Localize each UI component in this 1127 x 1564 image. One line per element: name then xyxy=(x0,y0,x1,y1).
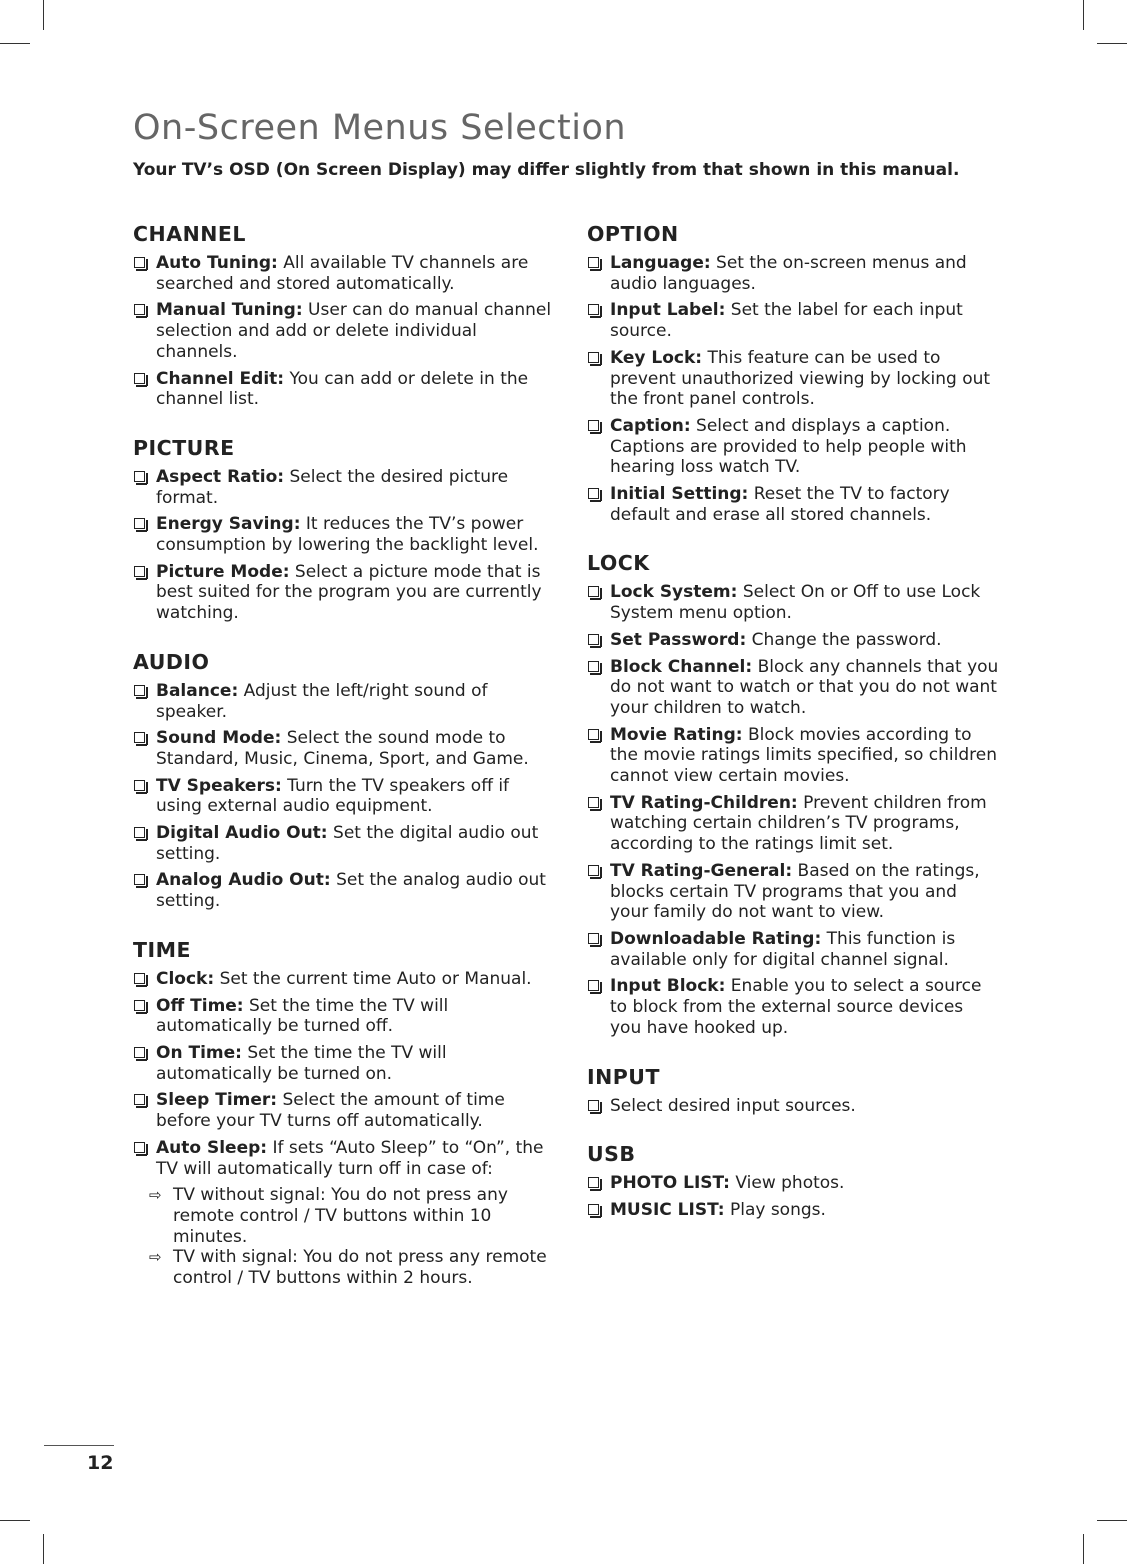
section-title: OPTION xyxy=(587,222,679,246)
menu-section-option xyxy=(587,222,999,525)
menu-item-description: Set the digital audio out setting. xyxy=(156,823,539,864)
menu-item-description: Select the sound mode to Standard, Music, Cinema, Sport, and Game. xyxy=(156,728,529,769)
checkbox-icon xyxy=(588,420,599,431)
menu-section-audio xyxy=(133,650,558,912)
menu-item xyxy=(133,681,558,722)
menu-item-description: Enable you to select a source to block from the external source devices you have hooked up. xyxy=(610,976,982,1038)
menu-item xyxy=(133,300,558,362)
menu-item-description: This function is available only for digital channel signal. xyxy=(610,928,956,970)
menu-item-description: Select desired input sources. xyxy=(610,1095,856,1116)
section-title: PICTURE xyxy=(133,435,235,460)
menu-item xyxy=(587,1173,999,1194)
sub-item-text: TV without signal: You do not press any remote control / TV buttons within 10 minutes. xyxy=(173,1185,508,1247)
menu-item-description: Play songs. xyxy=(724,1199,826,1220)
menu-item-description: Reset the TV to factory default and erase all stored channels. xyxy=(610,484,950,525)
menu-item-description: Select the desired picture format. xyxy=(156,466,509,508)
crop-mark xyxy=(0,43,30,44)
menu-item-label: Channel Edit: xyxy=(156,368,285,389)
menu-item-label: Auto Tuning: xyxy=(156,253,278,273)
menu-item-description: Prevent children from watching certain children’s TV programs, according to the ratings limit set. xyxy=(610,792,987,855)
checkbox-icon xyxy=(588,865,599,876)
menu-item xyxy=(133,823,558,864)
menu-item xyxy=(133,776,558,817)
checkbox-icon xyxy=(588,661,599,672)
menu-item-label: Sleep Timer: xyxy=(156,1090,278,1111)
menu-section-time xyxy=(133,938,558,1289)
sub-item-text: TV with signal: You do not press any remote control / TV buttons within 2 hours. xyxy=(173,1247,547,1289)
checkbox-icon xyxy=(134,304,145,315)
menu-item-label: MUSIC LIST: xyxy=(610,1199,725,1220)
checkbox-icon xyxy=(588,257,599,268)
menu-item-label: Input Block: xyxy=(610,976,726,997)
checkbox-icon xyxy=(588,729,599,740)
menu-item-label: Language: xyxy=(610,253,711,273)
menu-item-label: Energy Saving: xyxy=(156,514,301,535)
menu-item xyxy=(587,484,999,525)
menu-item-label: Movie Rating: xyxy=(610,724,743,745)
checkbox-icon xyxy=(134,566,145,577)
menu-section-input xyxy=(587,1065,999,1117)
sub-item xyxy=(141,1185,558,1247)
menu-item xyxy=(587,976,999,1038)
checkbox-icon xyxy=(134,1000,145,1011)
checkbox-icon xyxy=(134,973,145,984)
menu-item-label: TV Rating-Children: xyxy=(610,792,798,813)
arrow-right-icon: ⇨ xyxy=(149,1248,162,1267)
crop-mark xyxy=(1097,1520,1127,1521)
menu-item-description: Set the analog audio out setting. xyxy=(156,870,546,912)
menu-item xyxy=(587,861,999,923)
menu-section-picture xyxy=(133,436,558,624)
menu-item xyxy=(587,630,999,651)
menu-item-label: Off Time: xyxy=(156,995,244,1016)
menu-item-label: Sound Mode: xyxy=(156,728,282,749)
checkbox-icon xyxy=(134,518,145,529)
checkbox-icon xyxy=(588,586,599,597)
checkbox-icon xyxy=(588,352,599,363)
right-column xyxy=(587,222,999,1247)
crop-mark xyxy=(43,0,44,30)
menu-item xyxy=(133,562,558,624)
arrow-right-icon: ⇨ xyxy=(149,1186,162,1205)
menu-item-label: Picture Mode: xyxy=(156,561,290,582)
menu-item-label: Initial Setting: xyxy=(610,484,749,505)
menu-item-label: Clock: xyxy=(156,968,215,989)
menu-item xyxy=(587,416,999,478)
menu-item xyxy=(133,1090,558,1131)
menu-item-label: Block Channel: xyxy=(610,656,753,677)
menu-item-description: Block movies according to the movie ratings limits specified, so children cannot view certain movies. xyxy=(610,724,997,787)
crop-mark xyxy=(1097,43,1127,44)
menu-item-label: Balance: xyxy=(156,680,239,701)
menu-item-description: View photos. xyxy=(729,1173,845,1194)
menu-item-label: Auto Sleep: xyxy=(156,1137,268,1158)
menu-item-label: Lock System: xyxy=(610,582,738,603)
page-title: On-Screen Menus Selection xyxy=(133,108,627,148)
left-column xyxy=(133,222,558,1315)
menu-item-description: Adjust the left/right sound of speaker. xyxy=(156,680,488,722)
menu-item xyxy=(587,253,999,294)
menu-section-usb xyxy=(587,1142,999,1220)
checkbox-icon xyxy=(134,471,145,482)
section-title: CHANNEL xyxy=(133,222,246,246)
menu-item-description: Select a picture mode that is best suited for the program you are currently watching. xyxy=(156,561,542,624)
checkbox-icon xyxy=(588,933,599,944)
checkbox-icon xyxy=(134,780,145,791)
menu-item xyxy=(133,1138,558,1179)
menu-item-label: Key Lock: xyxy=(610,347,703,368)
checkbox-icon xyxy=(588,980,599,991)
crop-mark xyxy=(1083,0,1084,30)
menu-item xyxy=(587,793,999,855)
checkbox-icon xyxy=(134,1047,145,1058)
menu-item-description: Set the on-screen menus and audio languages. xyxy=(610,253,967,294)
menu-item-description: Set the time the TV will automatically be turned off. xyxy=(156,995,449,1037)
checkbox-icon xyxy=(134,685,145,696)
page-subtitle: Your TV’s OSD (On Screen Display) may differ slightly from that shown in this manual. xyxy=(133,160,960,180)
menu-item-description: You can add or delete in the channel list. xyxy=(156,368,529,410)
menu-item-label: Set Password: xyxy=(610,629,747,650)
menu-item-label: TV Speakers: xyxy=(156,775,282,796)
menu-item xyxy=(587,582,999,623)
menu-item xyxy=(587,929,999,970)
menu-item-label: PHOTO LIST: xyxy=(610,1173,730,1194)
menu-item-label: Caption: xyxy=(610,415,691,436)
menu-item xyxy=(133,1043,558,1084)
page-number-rule xyxy=(44,1445,114,1446)
menu-item-description: Set the time the TV will automatically be turned on. xyxy=(156,1042,447,1084)
menu-item xyxy=(133,253,558,294)
crop-mark xyxy=(0,1520,30,1521)
menu-item-description: All available TV channels are searched and stored automatically. xyxy=(156,253,529,294)
menu-item-description: Based on the ratings, blocks certain TV programs that you and your family do not want to view. xyxy=(610,860,980,923)
checkbox-icon xyxy=(588,797,599,808)
menu-item-label: TV Rating-General: xyxy=(610,860,793,881)
crop-mark xyxy=(43,1534,44,1564)
menu-item-label: Digital Audio Out: xyxy=(156,823,328,844)
menu-item-description: Set the label for each input source. xyxy=(610,300,963,342)
menu-item-description: Set the current time Auto or Manual. xyxy=(214,968,532,989)
menu-item xyxy=(133,467,558,508)
checkbox-icon xyxy=(134,874,145,885)
checkbox-icon xyxy=(588,1100,599,1111)
menu-item xyxy=(133,996,558,1037)
checkbox-icon xyxy=(588,304,599,315)
menu-item-label: On Time: xyxy=(156,1042,242,1063)
menu-item-label: Input Label: xyxy=(610,300,726,321)
menu-item xyxy=(587,1200,999,1221)
checkbox-icon xyxy=(134,732,145,743)
checkbox-icon xyxy=(134,1142,145,1153)
menu-item-description: Block any channels that you do not want to watch or that you do not want your children to watch. xyxy=(610,656,999,718)
crop-mark xyxy=(1083,1534,1084,1564)
page-number: 12 xyxy=(87,1452,114,1474)
menu-item xyxy=(133,369,558,410)
checkbox-icon xyxy=(134,1094,145,1105)
menu-item-description: Select and displays a caption. Captions are provided to help people with hearing loss watch TV. xyxy=(610,415,967,478)
checkbox-icon xyxy=(134,257,145,268)
menu-item-description: User can do manual channel selection and add or delete individual channels. xyxy=(156,300,552,362)
section-title: LOCK xyxy=(587,551,650,576)
menu-item-description: Turn the TV speakers off if using external audio equipment. xyxy=(156,775,510,817)
menu-item xyxy=(133,514,558,555)
menu-item-description: Select On or Off to use Lock System menu option. xyxy=(610,582,981,624)
menu-item xyxy=(133,728,558,769)
menu-item-label: Aspect Ratio: xyxy=(156,466,285,487)
menu-item-description: If sets “Auto Sleep” to “On”, the TV will automatically turn off in case of: xyxy=(156,1137,544,1179)
menu-item-description: This feature can be used to prevent unauthorized viewing by locking out the front panel controls. xyxy=(610,347,991,410)
menu-item xyxy=(587,300,999,341)
menu-item-description: Change the password. xyxy=(746,629,942,650)
checkbox-icon xyxy=(134,373,145,384)
menu-item-description: It reduces the TV’s power consumption by lowering the backlight level. xyxy=(156,514,539,556)
menu-item-description: Select the amount of time before your TV turns off automatically. xyxy=(156,1090,505,1132)
menu-item xyxy=(133,969,558,990)
sub-item xyxy=(141,1247,558,1288)
section-title: AUDIO xyxy=(133,649,210,674)
menu-section-channel xyxy=(133,222,558,410)
menu-item xyxy=(587,657,999,719)
checkbox-icon xyxy=(588,488,599,499)
menu-item-label: Manual Tuning: xyxy=(156,300,303,321)
menu-item xyxy=(587,348,999,410)
checkbox-icon xyxy=(588,1204,599,1215)
section-title: TIME xyxy=(133,937,192,962)
section-title: INPUT xyxy=(587,1064,660,1089)
menu-item xyxy=(587,725,999,787)
section-title: USB xyxy=(587,1142,636,1167)
checkbox-icon xyxy=(134,827,145,838)
checkbox-icon xyxy=(588,1177,599,1188)
menu-item-label: Downloadable Rating: xyxy=(610,928,822,949)
menu-item xyxy=(133,870,558,911)
checkbox-icon xyxy=(588,634,599,645)
menu-item xyxy=(587,1096,999,1117)
menu-item-label: Analog Audio Out: xyxy=(156,870,331,891)
menu-section-lock xyxy=(587,551,999,1038)
